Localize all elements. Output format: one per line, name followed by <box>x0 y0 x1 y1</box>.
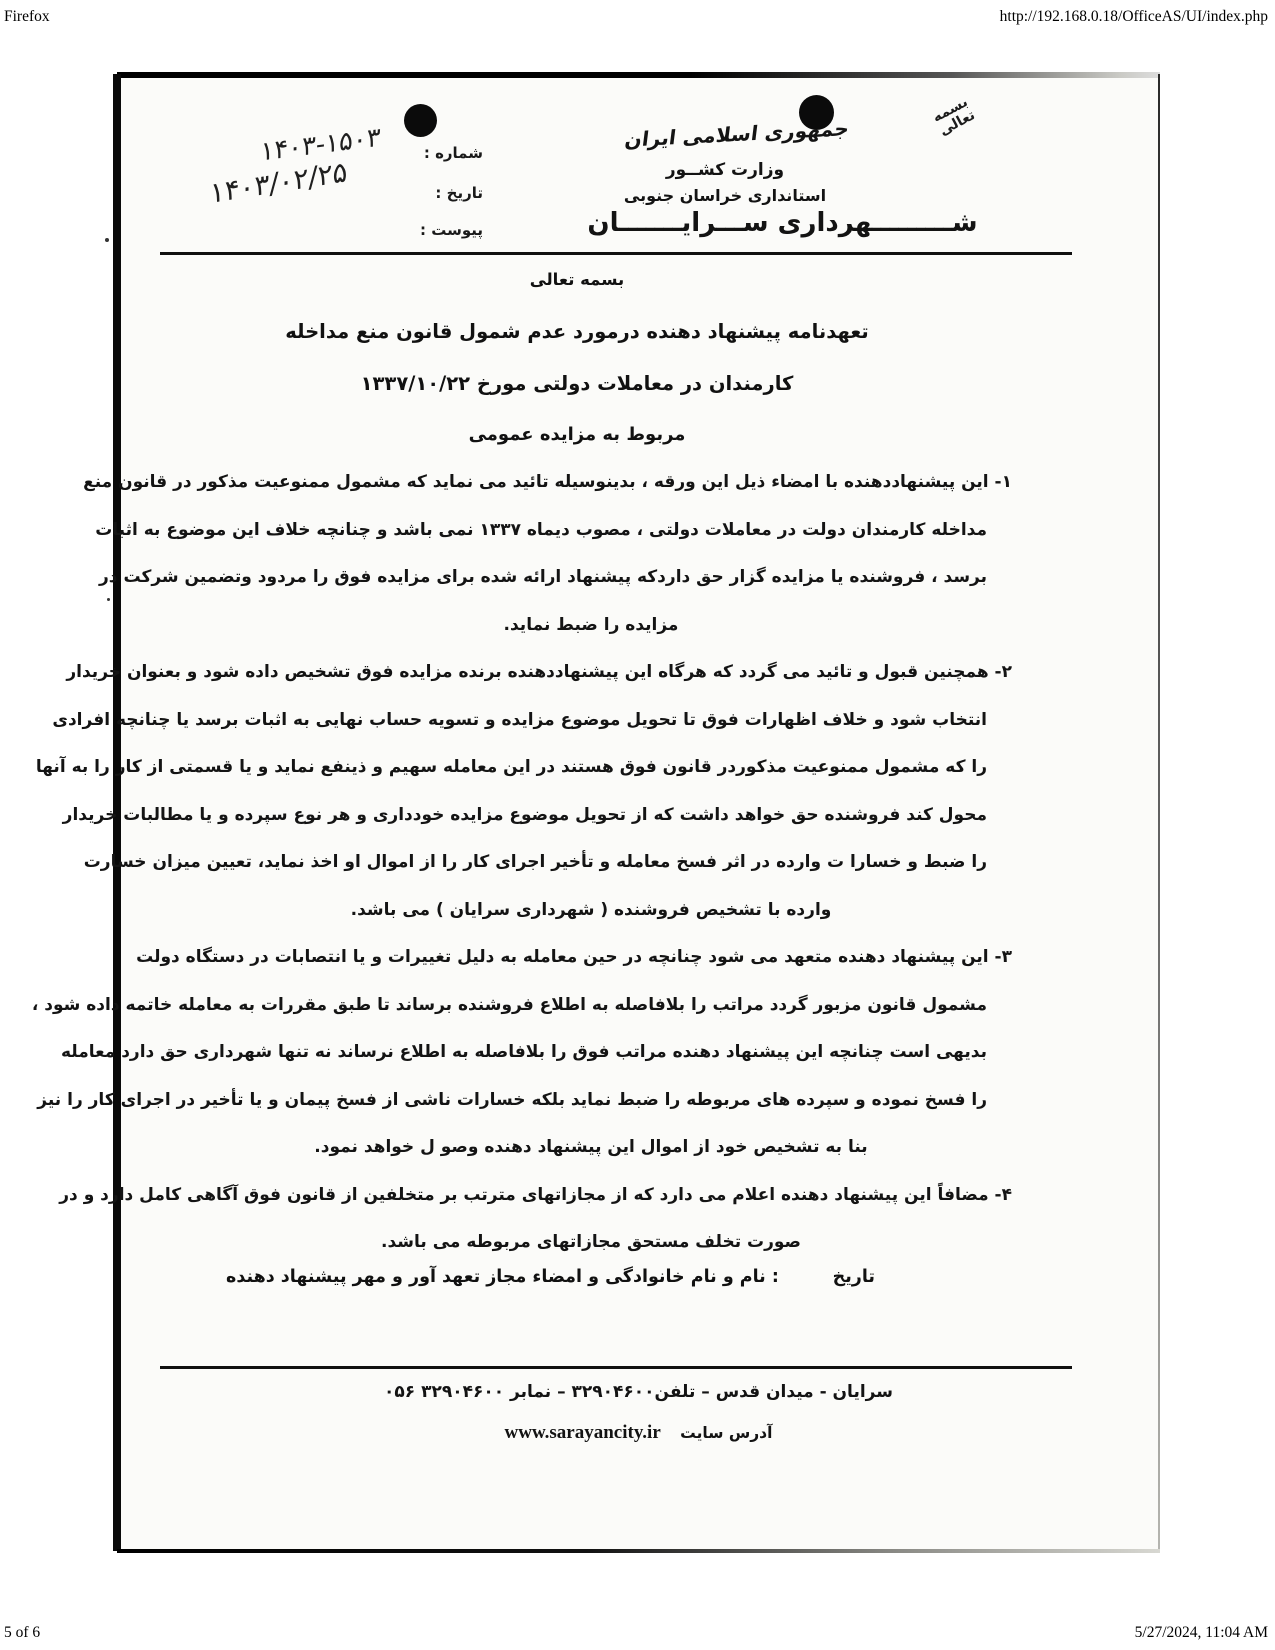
body-line: را ضبط و خسارا ت وارده در اثر فسخ معامله و تأخیر اجرای کار را از اموال او اخذ نماید، تعیین میزان خسارت <box>83 852 987 872</box>
footer-website-url: www.sarayancity.ir <box>504 1422 661 1443</box>
letter-attachment-label: پیوست : <box>419 221 483 239</box>
letterhead-governorate-line: استانداری خراسان جنوبی <box>623 186 827 205</box>
body-line: مزایده را ضبط نماید. <box>503 614 679 635</box>
body-line: صورت تخلف مستحق مجازاتهای مربوطه می باشد. <box>381 1232 801 1252</box>
letter-number-label: شماره : <box>423 144 483 162</box>
scan-speck <box>107 598 110 601</box>
signature-date-label: تاریخ <box>832 1267 875 1287</box>
bismillah-calligraphy-mark: بسمه تعالی <box>929 94 978 140</box>
document-subtitle: مربوط به مزایده عمومی <box>468 424 686 445</box>
document-title-line1: تعهدنامه پیشنهاد دهنده درمورد عدم شمول قانون منع مداخله <box>285 320 869 343</box>
signature-row <box>170 1267 1012 1287</box>
print-header-app-name: Firefox <box>4 8 50 25</box>
body-line: برسد ، فروشنده یا مزایده گزار حق داردکه پیشنهاد ارائه شده برای مزایده فوق را مردود وتضمین شرکت در <box>99 567 987 587</box>
print-footer-page-number: 5 of 6 <box>4 1624 41 1641</box>
scan-edge-bottom <box>117 1549 1160 1553</box>
print-header-url: http://192.168.0.18/OfficeAS/UI/index.php <box>999 8 1268 25</box>
body-line: محول کند فروشنده حق خواهد داشت که از تحویل موضوع مزایده خودداری و هر نوع سپرده و یا مطالبات خریدار <box>62 804 987 825</box>
scan-speck <box>105 238 109 242</box>
letterhead-separator-line <box>160 252 1072 255</box>
document-title-line2: کارمندان در معاملات دولتی مورخ ۱۳۳۷/۱۰/۲۲ <box>360 372 794 395</box>
body-line: مداخله کارمندان دولت در معاملات دولتی ، مصوب دیماه ۱۳۳۷ نمی باشد و چنانچه خلاف این موضوع به اثبات <box>95 519 987 540</box>
body-line: بنا به تشخیص خود از اموال این پیشنهاد دهنده وصو ل خواهد نمود. <box>314 1137 868 1157</box>
punch-hole-dot <box>404 104 437 137</box>
body-line: ۴- مضافاً این پیشنهاد دهنده اعلام می دارد که از مجازاتهای مترتب بر متخلفین از قانون فوق آگاهی کامل دارد و در <box>59 1184 1012 1205</box>
body-line: را فسخ نموده و سپرده های مربوطه را ضبط نماید بلکه خسارات ناشی از فسخ پیمان و یا تأخیر در اجرای کار را نیز <box>37 1089 987 1110</box>
body-line: ۲- همچنین قبول و تائید می گردد که هرگاه این پیشنهاددهنده برنده مزایده فوق تشخیص داده شود و بعنوان خریدار <box>66 662 1012 682</box>
body-line: ۳- این پیشنهاد دهنده متعهد می شود چنانچه در حین معامله به دلیل تغییرات و یا انتصابات در دستگاه دولت <box>136 947 1012 967</box>
letter-date-label: تاریخ : <box>435 184 483 202</box>
handwritten-letter-number: ۱۴۰۳-۱۵۰۳ <box>260 122 381 168</box>
print-footer-timestamp: 5/27/2024, 11:04 AM <box>1134 1624 1268 1641</box>
scan-edge-top <box>117 72 1160 78</box>
letterhead-ministry-line: وزارت کشــور <box>665 160 785 180</box>
footer-separator-line <box>160 1366 1072 1369</box>
scan-edge-right <box>1158 74 1160 1551</box>
footer-address-line: سرایان - میدان قدس – تلفن۳۲۹۰۴۶۰۰ – نمابر ۳۲۹۰۴۶۰۰ ۰۵۶ <box>384 1382 893 1402</box>
letterhead-municipality-name: شـــــــــهرداری ســـرایـــــــان <box>587 208 978 238</box>
body-line: ۱- این پیشنهاددهنده با امضاء ذیل این ورقه ، بدینوسیله تائید می نماید که مشمول ممنوعیت مذکور در قانون منع <box>83 472 1012 492</box>
body-line: مشمول قانون مزبور گردد مراتب را بلافاصله به اطلاع فروشنده برساند تا طبق مقررات به معامله خاتمه داده شود ، <box>31 994 987 1015</box>
signature-name-label: : نام و نام خانوادگی و امضاء مجاز تعهد آور و مهر پیشنهاد دهنده <box>226 1267 779 1287</box>
body-line: را که مشمول ممنوعیت مذکوردر قانون فوق هستند در این معامله سهیم و ذینفع نماید و یا قسمتی از کار را به آنها <box>35 757 987 777</box>
body-paragraphs <box>31 459 1012 1267</box>
body-line: وارده با تشخیص فروشنده ( شهرداری سرایان ) می باشد. <box>350 899 832 920</box>
footer-website-line <box>117 1422 1160 1444</box>
footer-website-label: آدرس سایت <box>680 1424 773 1442</box>
letterhead-republic-line: جمهوری اسلامی ایران <box>623 116 851 152</box>
body-line: بدیهی است چنانچه این پیشنهاد دهنده مراتب فوق را بلافاصله به اطلاع نرساند نه تنها شهرداری حق دارد معامله <box>61 1042 987 1062</box>
scanned-document <box>31 74 1160 1551</box>
besmellah-line: بسمه تعالی <box>529 270 625 289</box>
handwritten-letter-date: ۱۴۰۳/۰۲/۲۵ <box>209 154 348 211</box>
body-line: انتخاب شود و خلاف اظهارات فوق تا تحویل موضوع مزایده و تسویه حساب نهایی به اثبات برسد یا چنانچه افرادی <box>52 709 987 730</box>
